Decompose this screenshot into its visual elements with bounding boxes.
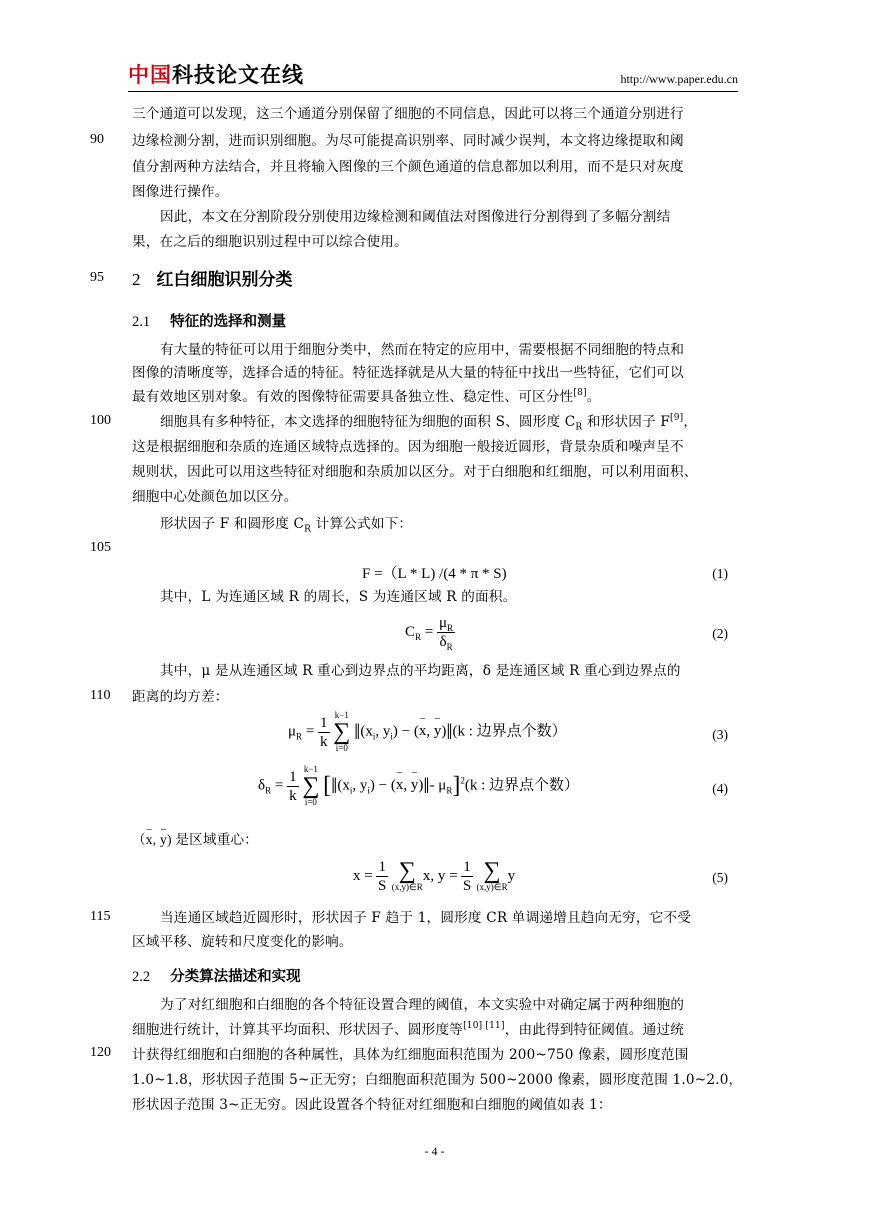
eq3-sum: k−1 ∑ i=0 xyxy=(333,710,351,753)
equation-number: (3) xyxy=(712,727,728,742)
eq4-term: (x xyxy=(337,777,350,794)
citation[interactable]: [9] xyxy=(670,413,684,423)
centroid-xbar: _ x xyxy=(146,828,153,852)
subscript: R xyxy=(575,422,583,433)
equation-number: (1) xyxy=(712,566,728,581)
centroid-ybar: _ y xyxy=(160,828,167,852)
equation-number: (5) xyxy=(712,870,728,885)
subsection-number: 2.2 xyxy=(132,969,151,985)
header-rule xyxy=(128,91,738,92)
eq3-note: (k : 边界点个数） xyxy=(452,723,567,740)
eq4-note: (k : 边界点个数） xyxy=(464,777,580,794)
eq2-fraction xyxy=(437,614,455,651)
subsection-heading xyxy=(132,965,301,986)
eq5-sum-lower: (x,y)∈R xyxy=(391,882,423,892)
text-run: 是区域重心： xyxy=(175,832,259,847)
line-number-95: 95 xyxy=(90,270,104,285)
eq4-mu: - μ xyxy=(429,777,447,794)
eq4-term: ) xyxy=(418,777,424,794)
text-run: 形状因子 F 和圆形度 C xyxy=(160,516,305,532)
eq4-sub-i: i xyxy=(349,785,353,796)
eq4-denominator: k xyxy=(289,787,297,804)
text-run: 和形状因子 F xyxy=(582,414,671,430)
eq4-lhs-sub: R xyxy=(265,785,272,796)
eq5-numerator: 1 xyxy=(463,859,471,875)
eq4-ybar: _ y xyxy=(411,777,419,794)
eq5-numerator: 1 xyxy=(378,859,386,875)
eq5-denominator: S xyxy=(378,878,387,894)
eq3-term: , y xyxy=(375,723,391,740)
body-text-line: 形状因子范围 3~正无穷。因此设置各个特征对红细胞和白细胞的阈值如表 1： xyxy=(132,1097,612,1113)
eq4-term: ) − ( xyxy=(369,777,396,794)
eq4-sum-upper: k−1 xyxy=(303,764,318,774)
eq2-numerator: μ xyxy=(439,615,448,631)
eq4-numerator: 1 xyxy=(289,768,297,785)
logo-black-part: 科技论文在线 xyxy=(172,63,304,87)
line-number-115: 115 xyxy=(90,909,111,924)
eq4-fraction xyxy=(287,768,299,805)
section-title: 红白细胞识别分类 xyxy=(156,270,293,290)
eq5-end: y xyxy=(507,867,516,884)
equation-number: (4) xyxy=(712,781,728,796)
body-text-line: 值分割两种方法结合，并且将输入图像的三个颜色通道的信息都加以利用，而不是只对灰度 xyxy=(132,159,684,175)
eq3-sub-i: i xyxy=(390,731,393,742)
logo-red-part: 中国 xyxy=(128,63,172,87)
eq3-numerator: 1 xyxy=(320,714,328,731)
eq4-lhs: δ xyxy=(258,777,266,794)
body-text-line: 其中，L 为连通区域 R 的周长，S 为连通区域 R 的面积。 xyxy=(160,589,517,605)
line-number-120: 120 xyxy=(90,1045,111,1060)
equation-4: $\delta_R$ = $\frac{1}{k}$ k−1 ∑ i=0 [$‖(x_i$, $y_i$) − (_ x, _ y)‖- $\mu_R]^2(k$ : 边界点个数） xyxy=(258,764,579,808)
line-number-90: 90 xyxy=(90,132,104,147)
body-text-line: 为了对红细胞和白细胞的各个特征设置合理的阈值，本文实验中对确定属于两种细胞的 xyxy=(160,997,685,1013)
body-text-line: 三个通道可以发现，这三个通道分别保留了细胞的不同信息，因此可以将三个通道分别进行 xyxy=(132,106,684,122)
text-run: ， xyxy=(683,414,698,430)
page-number: - 4 - xyxy=(424,1144,445,1158)
body-text-line: （_ x, _ y) 是区域重心： xyxy=(132,828,738,852)
subsection-title: 分类算法描述和实现 xyxy=(170,969,301,985)
line-number-105: 105 xyxy=(90,540,111,555)
body-text-line: 图像进行操作。 xyxy=(132,184,229,200)
equation-3: $\mu_R$ = $\frac{1}{k}$ k−1 ∑ i=0 $‖(x_i$, $y_i$) − (_ x, _ y)‖(k : 边界点个数） xyxy=(288,710,567,754)
eq4-xbar: _ x xyxy=(396,777,404,794)
eq3-sum-lower: i=0 xyxy=(335,743,348,753)
equation-1: F =（L * L) /(4 * π * S) xyxy=(362,566,507,582)
eq4-term: , xyxy=(403,777,411,794)
eq3-xbar: _ x xyxy=(419,723,427,740)
eq3-lhs: μ xyxy=(288,723,297,740)
eq3-term: ) xyxy=(441,723,447,740)
body-text-line: 细胞中心处颜色加以区分。 xyxy=(132,489,298,505)
subscript: R xyxy=(304,524,312,535)
eq5-sum: ∑ (x,y)∈R xyxy=(476,858,508,892)
body-text-line: 距离的均方差： xyxy=(132,689,229,705)
eq4-term: , y xyxy=(352,777,368,794)
subsection-heading xyxy=(132,310,286,331)
citation[interactable]: [10] [11] xyxy=(463,1021,505,1031)
eq5-sum-lower: (x,y)∈R xyxy=(476,882,508,892)
eq3-ybar: _ y xyxy=(434,723,442,740)
eq2-lhs-sub: R xyxy=(415,631,422,642)
eq3-term: , xyxy=(426,723,434,740)
body-text-line: 区域平移、旋转和尺度变化的影响。 xyxy=(132,934,353,950)
eq2-denominator: δ xyxy=(439,634,447,650)
text-run: 细胞具有多种特征，本文选择的细胞特征为细胞的面积 S、圆形度 C xyxy=(160,414,576,430)
equation-2: $C_R$ = $\frac{\mu_R}{\delta_R}$ xyxy=(405,615,454,652)
body-text-line: 规则状，因此可以用这些特征对细胞和杂质加以区分。对于白细胞和红细胞，可以利用面积、 xyxy=(132,464,698,480)
body-text-line xyxy=(132,385,738,409)
body-text-line: 边缘检测分割，进而识别细胞。为尽可能提高识别率、同时减少误判，本文将边缘提取和阈 xyxy=(132,133,684,149)
eq2-lhs: C xyxy=(405,623,416,640)
eq5-lhs: x = xyxy=(353,867,373,884)
body-text-line: 有大量的特征可以用于细胞分类中，然而在特定的应用中，需要根据不同细胞的特点和 xyxy=(160,342,685,358)
eq2-numerator-sub: R xyxy=(447,623,454,633)
eq3-denominator: k xyxy=(320,733,328,750)
body-text-line xyxy=(160,512,738,536)
subsection-title: 特征的选择和测量 xyxy=(170,314,287,330)
body-text-line: 1.0~1.8，形状因子范围 5~正无穷；白细胞面积范围为 500~2000 像素，圆形度范围 1.0~2.0， xyxy=(132,1072,743,1088)
text-run: 。 xyxy=(586,389,601,405)
equation-number: (2) xyxy=(712,626,728,641)
eq3-sum-upper: k−1 xyxy=(334,710,349,720)
subsection-number: 2.1 xyxy=(132,314,151,330)
eq5-denominator: S xyxy=(462,878,472,894)
line-number-110: 110 xyxy=(90,688,111,703)
text-run: 计算公式如下： xyxy=(311,516,413,532)
body-text-line: 计获得红细胞和白细胞的各种属性，具体为红细胞面积范围为 200~750 像素，圆形度范围 xyxy=(132,1047,689,1063)
eq3-sub-i: i xyxy=(372,731,376,742)
eq3-term: ) − ( xyxy=(392,723,419,740)
line-number-100: 100 xyxy=(90,413,111,428)
eq4-sum-lower: i=0 xyxy=(304,797,317,807)
eq4-sub-i: i xyxy=(367,785,370,796)
journal-logo xyxy=(128,62,304,88)
section-number: 2 xyxy=(132,270,141,289)
text-run: 细胞进行统计，计算其平均面积、形状因子、圆形度等 xyxy=(132,1022,464,1038)
text-run: 最有效地区别对象。有效的图像特征需要具备独立性、稳定性、可区分性 xyxy=(132,389,574,405)
eq3-fraction xyxy=(318,714,330,751)
body-text-line: 其中，μ 是从连通区域 R 重心到边界点的平均距离，δ 是连通区域 R 重心到边界点的 xyxy=(160,663,681,679)
body-text-line xyxy=(160,410,738,434)
eq2-denominator-sub: R xyxy=(446,642,453,652)
eq3-lhs-sub: R xyxy=(296,731,303,742)
eq5-fraction xyxy=(376,858,388,895)
text-run: ，由此得到特征阈值。通过统 xyxy=(504,1022,685,1038)
eq5-fraction xyxy=(461,858,473,895)
citation[interactable]: [8] xyxy=(573,388,587,398)
eq5-sum: ∑ (x,y)∈R xyxy=(391,858,423,892)
equation-5 xyxy=(353,858,515,895)
body-text-line: 这是根据细胞和杂质的连通区域特点选择的。因为细胞一般接近圆形，背景杂质和噪声呈不 xyxy=(132,439,684,455)
body-text-line: 当连通区域趋近圆形时，形状因子 F 趋于 1，圆形度 CR 单调递增且趋向无穷，它不受 xyxy=(160,910,692,926)
body-text-line: 图像的清晰度等，选择合适的特征。特征选择就是从大量的特征中找出一些特征，它们可以 xyxy=(132,365,684,381)
eq4-mu-sub: R xyxy=(446,785,453,796)
header-url[interactable]: http://www.paper.edu.cn xyxy=(620,72,738,86)
eq4-square: 2 xyxy=(460,775,465,786)
eq5-mid: x, y = xyxy=(422,867,458,884)
section-heading xyxy=(132,265,293,290)
body-text-line: 果，在之后的细胞识别过程中可以综合使用。 xyxy=(132,234,408,250)
eq3-term: (x xyxy=(360,723,373,740)
body-text-line: 因此，本文在分割阶段分别使用边缘检测和阈值法对图像进行分割得到了多幅分割结 xyxy=(160,209,671,225)
eq4-sum: k−1 ∑ i=0 xyxy=(302,764,320,807)
body-text-line xyxy=(132,1018,738,1042)
